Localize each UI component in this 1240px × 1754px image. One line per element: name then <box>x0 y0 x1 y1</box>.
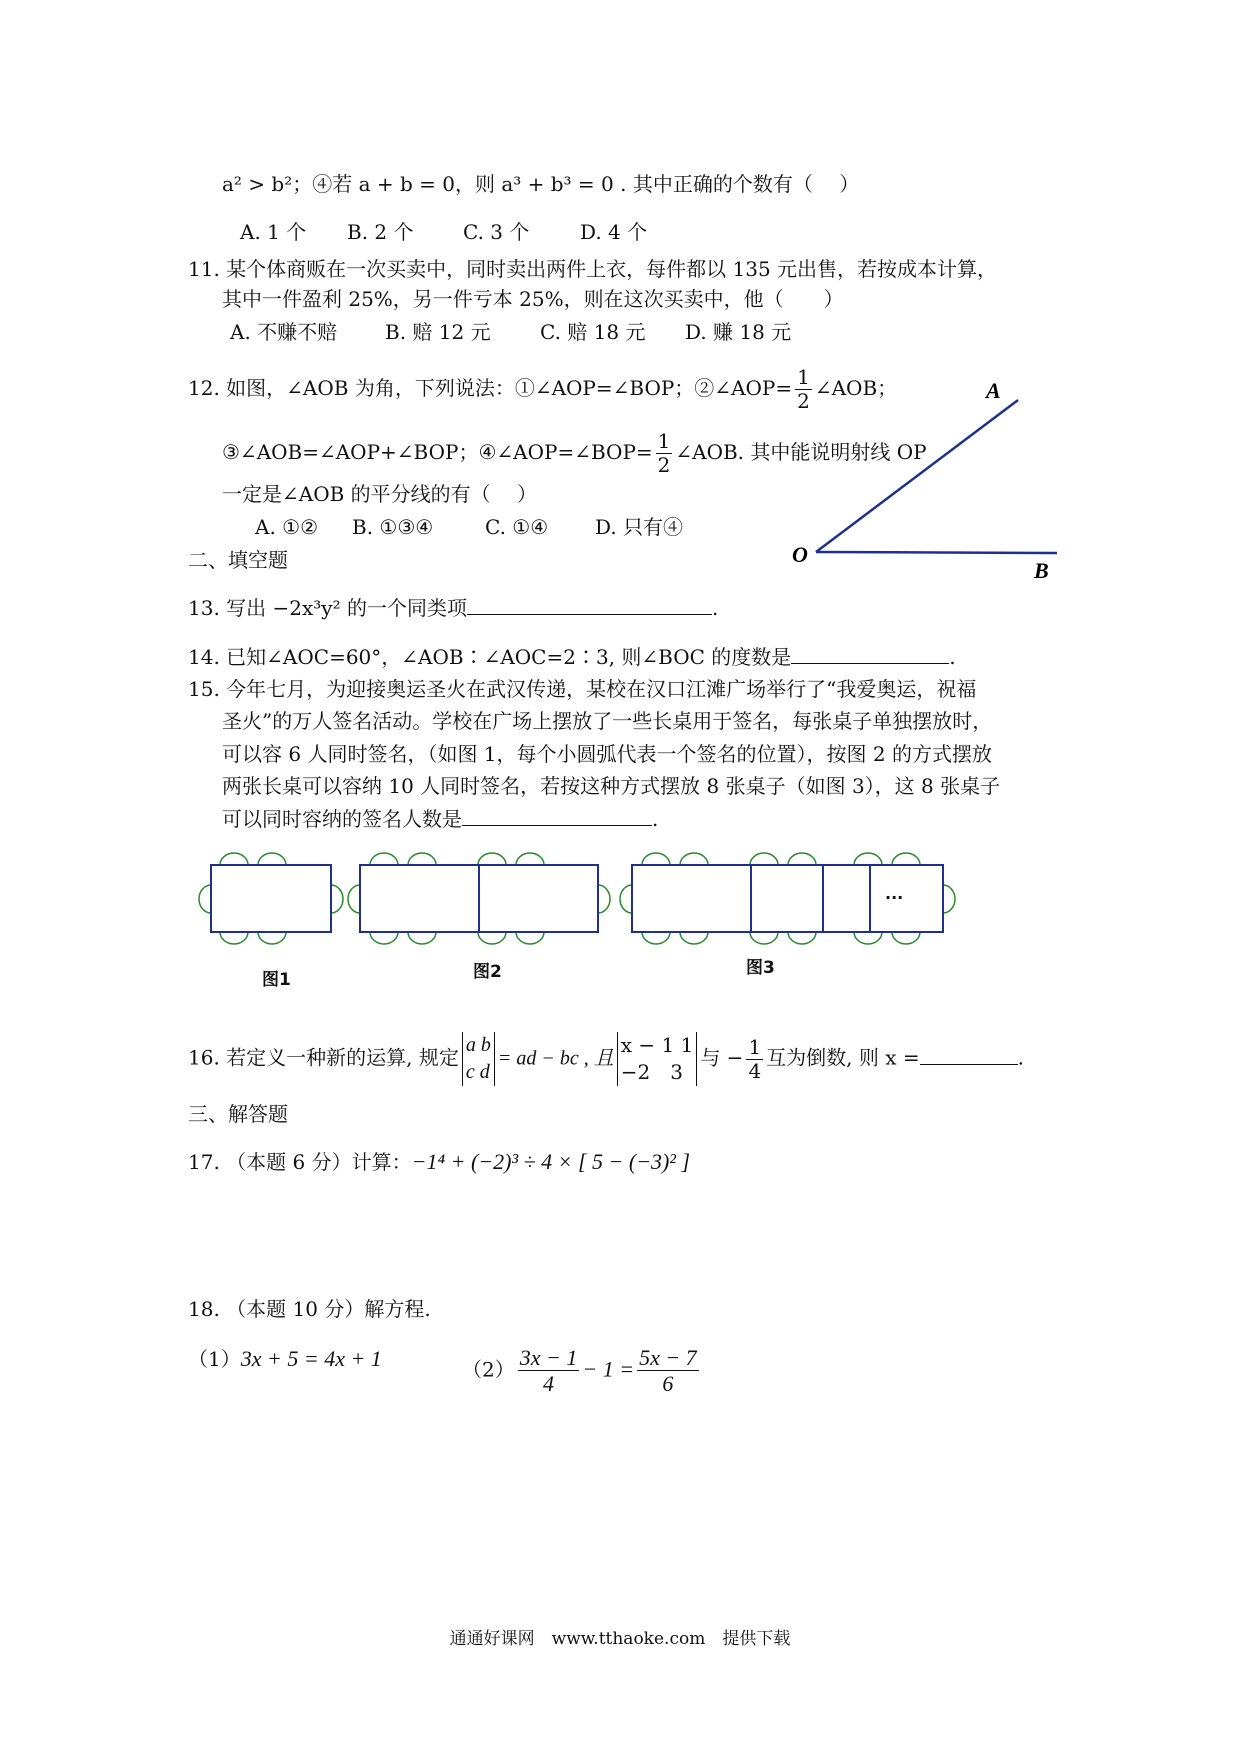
choice-a: A. 不赚不赔 <box>230 320 338 344</box>
ellipsis: ··· <box>885 888 904 907</box>
seat-arc <box>220 853 248 865</box>
page-footer: 通通好课网 www.tthaoke.com 提供下载 <box>449 1629 791 1649</box>
section-solve-title: 三、解答题 <box>188 1102 288 1126</box>
fig2-caption: 图2 <box>473 962 502 982</box>
choice-b: B. ①③④ <box>352 515 434 539</box>
ray-ob <box>816 552 1057 553</box>
q15-line-1: 15. 今年七月，为迎接奥运圣火在武汉传递，某校在汉口江滩广场举行了“我爱奥运，祝福 <box>188 677 977 701</box>
answer-blank[interactable] <box>467 594 712 615</box>
q18-part-2: （2） $\frac{3x - 1}{4}$ − 1 = $\frac{5x - 7}{6}$ <box>462 1345 697 1397</box>
q16: 16. 若定义一种新的运算, 规定 a b c d = ad − bc , 且 x − 1 1 −2 3 与 − $\frac{1}{4}$ 互为倒数, 则 x = . <box>188 1033 1025 1084</box>
fig1-caption: 图1 <box>262 970 291 990</box>
q15-line-4: 两张长桌可以容纳 10 人同时签名，若按这种方式摆放 8 张桌子（如图 3），这 8 张桌子 <box>222 774 1001 798</box>
choice-a: A. ①② <box>255 515 319 539</box>
table-rect <box>211 865 331 932</box>
label-b: B <box>1034 558 1049 583</box>
choice-d: D. 4 个 <box>580 220 648 244</box>
determinant-abcd: a b c d <box>462 1032 495 1086</box>
angle-aob-figure <box>780 370 1080 585</box>
q15-line-5: 可以同时容纳的签名人数是 . <box>222 807 659 831</box>
seat-arc <box>258 853 286 865</box>
answer-blank[interactable] <box>462 805 652 826</box>
q13: 13. 写出 −2x³y² 的一个同类项 . <box>188 596 719 620</box>
choice-c: C. 赔 18 元 <box>540 320 646 344</box>
q12-line-2: ③∠AOB=∠AOP+∠BOP；④∠AOP=∠BOP= $\frac{1}{2}$ ∠AOB. 其中能说明射线 OP <box>222 429 927 477</box>
seat-arc <box>199 885 211 913</box>
fraction-5x-7-over-6: $\frac{5x - 7}{6}$ <box>639 1345 697 1397</box>
table-rect <box>360 865 479 932</box>
fraction-quarter: $\frac{1}{4}$ <box>748 1034 762 1083</box>
choice-d: D. 只有④ <box>595 515 684 539</box>
q15-line-3: 可以容 6 人同时签名，（如图 1，每个小圆弧代表一个签名的位置），按图 2 的方式摆放 <box>222 742 992 766</box>
seat-arc <box>331 885 343 913</box>
q11-line-1: 11. 某个体商贩在一次买卖中，同时卖出两件上衣，每件都以 135 元出售，若按成本计算， <box>188 257 998 281</box>
seat-arc <box>258 932 286 944</box>
label-o: O <box>792 542 808 567</box>
q17-expression: −1⁴ + (−2)³ ÷ 4 × [ 5 − (−3)² ] <box>411 1149 691 1174</box>
q18-part-1: （1）3x + 5 = 4x + 1 <box>188 1346 382 1371</box>
table-rect <box>823 865 943 932</box>
seat-arc <box>220 932 248 944</box>
answer-blank[interactable] <box>920 1044 1018 1065</box>
fraction-half: $\frac{1}{2}$ <box>657 429 671 477</box>
choice-a: A. 1 个 <box>240 220 307 244</box>
choice-c: C. ①④ <box>485 515 549 539</box>
ray-oa <box>816 400 1018 552</box>
q11-line-2: 其中一件盈利 25%，另一件亏本 25%，则在这次买卖中，他（ ） <box>222 287 844 311</box>
q12-line-3: 一定是∠AOB 的平分线的有（ ） <box>222 482 538 506</box>
choice-c: C. 3 个 <box>463 220 530 244</box>
fraction-half: $\frac{1}{2}$ <box>797 365 810 413</box>
q15-line-2: 圣火”的万人签名活动。学校在广场上摆放了一些长桌用于签名，每张桌子单独摆放时， <box>222 709 993 733</box>
choice-d: D. 赚 18 元 <box>685 320 792 344</box>
table-rect <box>751 865 870 932</box>
tables-figure <box>190 845 1070 955</box>
choice-b: B. 赔 12 元 <box>385 320 491 344</box>
table-rect <box>632 865 751 932</box>
q18: 18. （本题 10 分）解方程. <box>188 1297 431 1321</box>
determinant-x: x − 1 1 −2 3 <box>617 1032 698 1086</box>
q12-line-1: 12. 如图，∠AOB 为角，下列说法：①∠AOP=∠BOP；②∠AOP= $\frac{1}{2}$ ∠AOB； <box>188 365 898 413</box>
answer-blank[interactable] <box>791 643 949 664</box>
section-fill-in-title: 二、填空题 <box>188 548 288 572</box>
choice-b: B. 2 个 <box>347 220 414 244</box>
table-rect <box>479 865 598 932</box>
q10-statement-tail: a² > b²；④若 a + b = 0，则 a³ + b³ = 0 . 其中正确的个数有（ ） <box>222 172 860 196</box>
q14: 14. 已知∠AOC=60°，∠AOB∶∠AOC=2∶3, 则∠BOC 的度数是 . <box>188 645 956 669</box>
fig3-caption: 图3 <box>746 958 775 978</box>
fraction-3x-1-over-4: $\frac{3x - 1}{4}$ <box>519 1345 578 1397</box>
label-a: A <box>986 378 1001 403</box>
q17: 17. （本题 6 分）计算：−1⁴ + (−2)³ ÷ 4 × [ 5 − (−3)² ] <box>188 1149 691 1174</box>
